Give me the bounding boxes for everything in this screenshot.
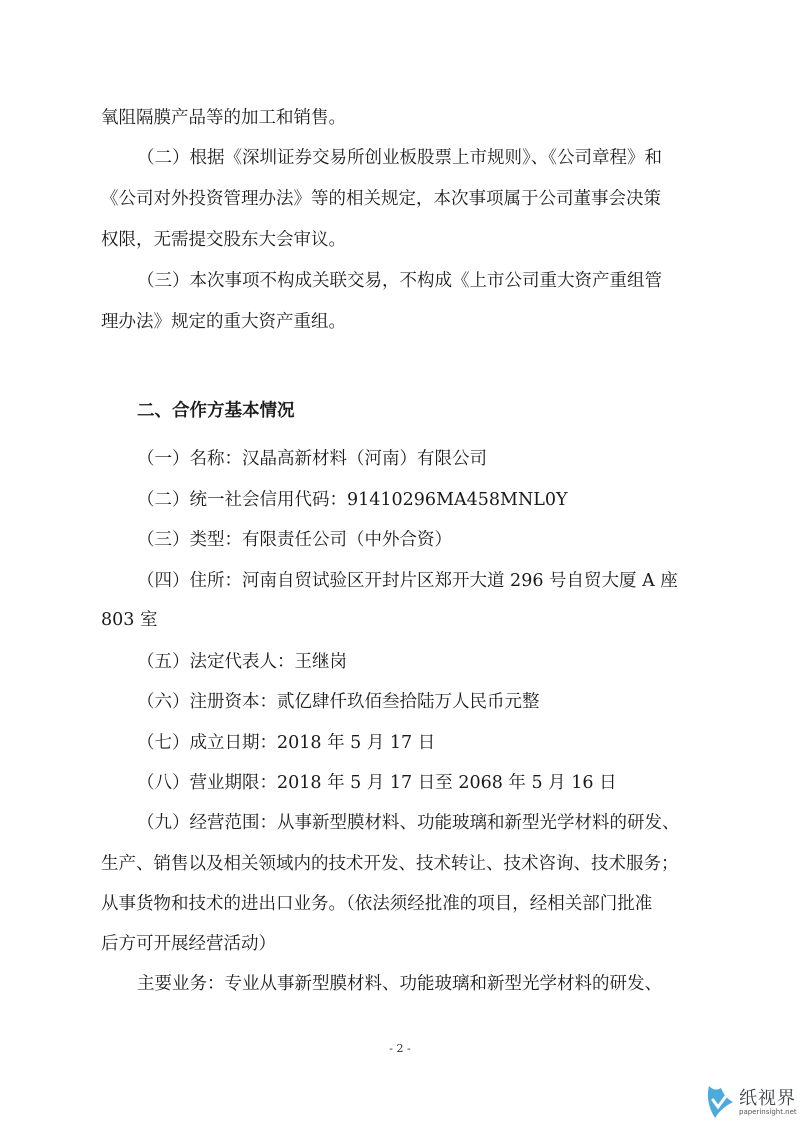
paragraph-line: （九）经营范围：从事新型膜材料、功能玻璃和新型光学材料的研发、 (137, 813, 680, 833)
paragraph-line: 权限，无需提交股东大会审议。 (101, 230, 346, 250)
paragraph-line: （一）名称：汉晶高新材料（河南）有限公司 (137, 449, 487, 469)
paragraph-line: 从事货物和技术的进出口业务。（依法须经批准的项目，经相关部门批准 (101, 894, 653, 914)
watermark-site: paperinsight.net (739, 1108, 797, 1116)
paragraph-line: 后方可开展经营活动） (101, 934, 276, 954)
paperinsight-logo-icon (703, 1082, 737, 1122)
paragraph-line: 主要业务：专业从事新型膜材料、功能玻璃和新型光学材料的研发、 (137, 974, 662, 994)
paragraph-line: （五）法定代表人：王继岗 (137, 652, 347, 672)
paragraph-line: （六）注册资本：贰亿肆仟玖佰叁拾陆万人民币元整 (137, 692, 540, 712)
paragraph-line: 803 室 (101, 610, 158, 630)
paragraph-line: （八）营业期限：2018 年 5 月 17 日至 2068 年 5 月 16 日 (137, 773, 617, 793)
paragraph-line: （三）类型：有限责任公司（中外合资） (137, 530, 452, 550)
paragraph-line: （四）住所：河南自贸试验区开封片区郑开大道 296 号自贸大厦 A 座 (137, 571, 678, 591)
paragraph-line: （二）统一社会信用代码：91410296MA458MNL0Y (137, 490, 568, 510)
paragraph-line: （二）根据《深圳证券交易所创业板股票上市规则》、《公司章程》和 (137, 148, 662, 168)
paragraph-line: （三）本次事项不构成关联交易，不构成《上市公司重大资产重组管 (137, 271, 662, 291)
section-heading: 二、合作方基本情况 (137, 401, 295, 421)
page-number: - 2 - (389, 1042, 411, 1055)
paragraph-line: 理办法》规定的重大资产重组。 (101, 312, 346, 332)
paragraph-line: 生产、销售以及相关领域内的技术开发、技术转让、技术咨询、技术服务； (101, 854, 679, 874)
watermark-name: 纸视界 (739, 1088, 796, 1109)
watermark-logo (703, 1080, 798, 1128)
paragraph-line: 《公司对外投资管理办法》等的相关规定，本次事项属于公司董事会决策 (101, 189, 661, 209)
paragraph-line: （七）成立日期：2018 年 5 月 17 日 (137, 733, 436, 753)
paragraph-line: 氧阻隔膜产品等的加工和销售。 (101, 108, 346, 128)
